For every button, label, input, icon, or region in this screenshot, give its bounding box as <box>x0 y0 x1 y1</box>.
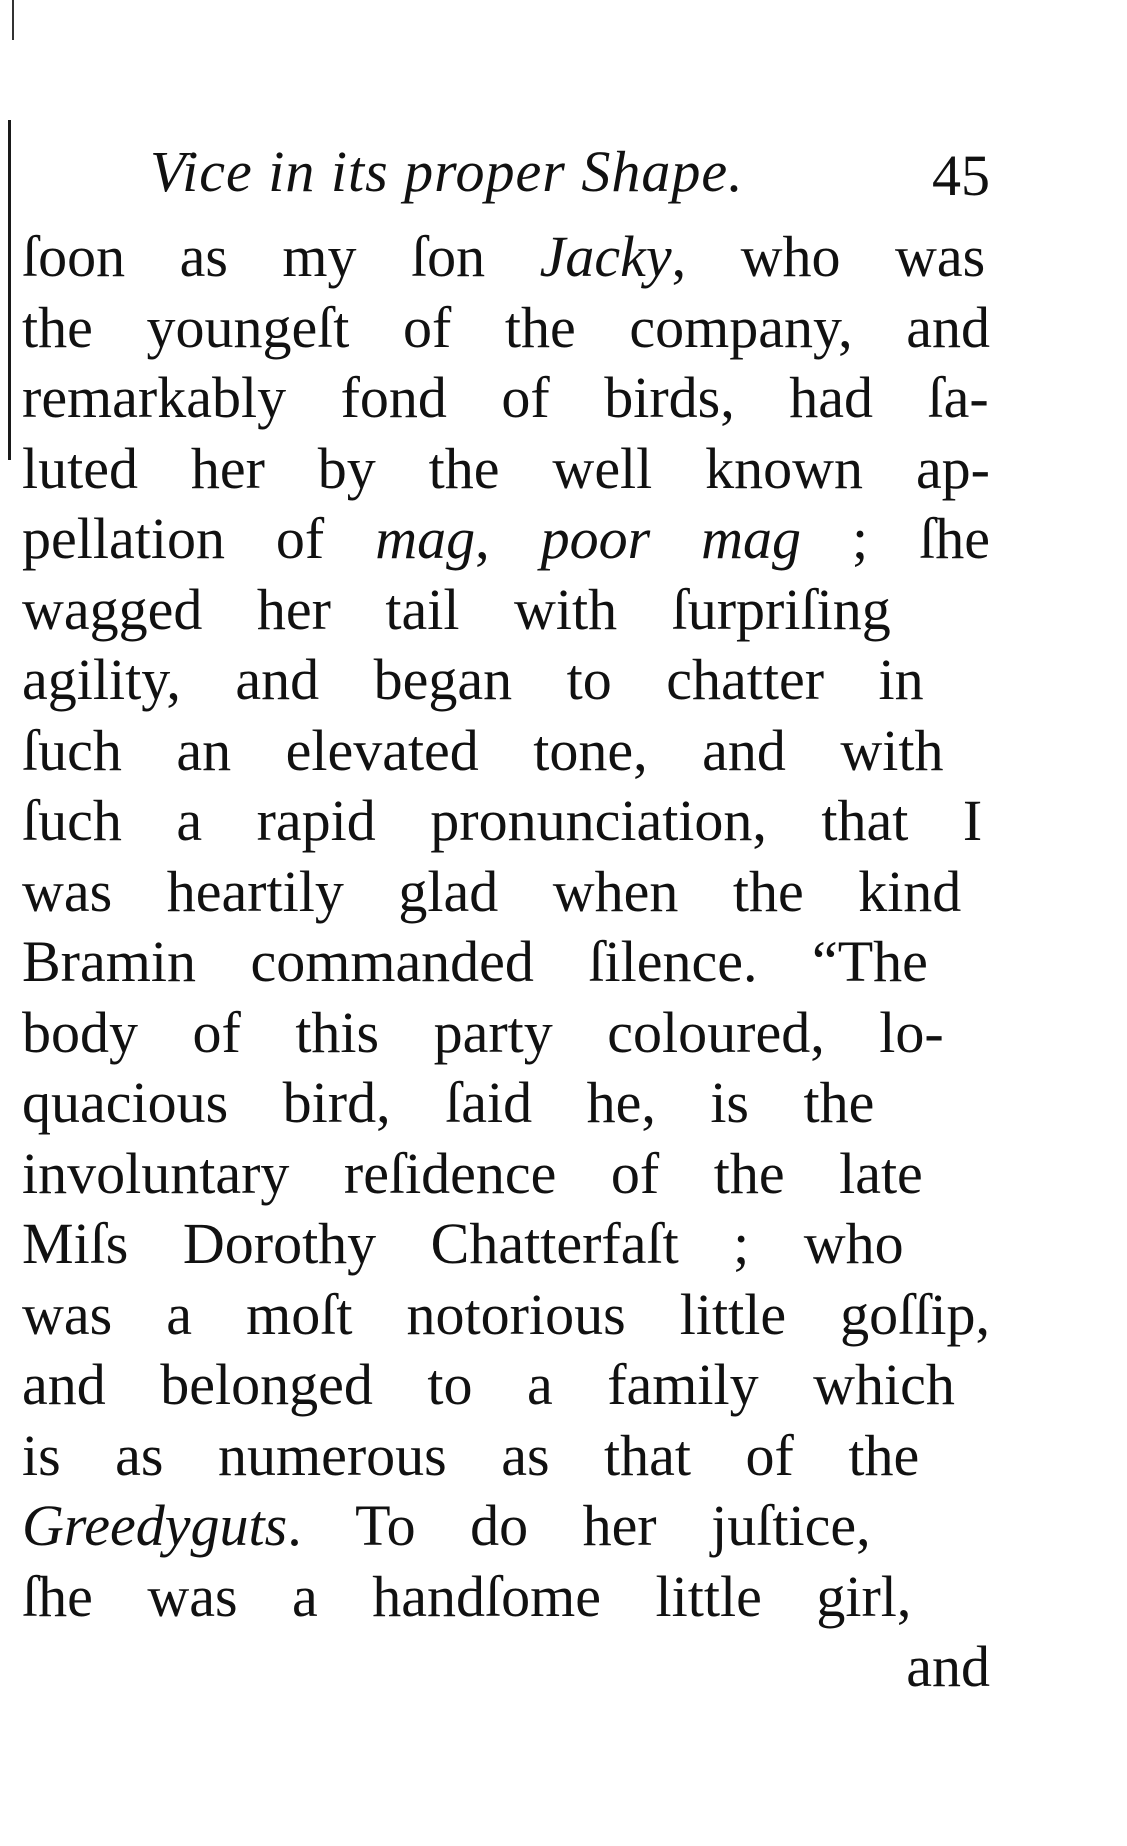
text-line <box>22 1350 990 1421</box>
text-line <box>22 927 990 998</box>
text-segment-italic: poor mag <box>540 506 802 571</box>
text-segment: pellation of <box>22 506 376 571</box>
text-segment: was heartily glad when the kind <box>22 858 962 924</box>
gutter-mark <box>12 0 14 40</box>
text-segment: was a moſt notorious little goſſip, <box>22 1281 990 1347</box>
text-segment-italic: mag <box>375 506 476 571</box>
page-number: 45 <box>932 143 990 208</box>
text-segment: , who was <box>671 224 986 289</box>
text-line <box>22 1491 990 1562</box>
text-line <box>22 575 990 646</box>
text-segment: remarkably fond of birds, had ſa- <box>22 365 989 430</box>
catchword: and <box>906 1634 990 1699</box>
text-line <box>22 645 990 716</box>
text-segment: is as numerous as that of the <box>22 1422 920 1488</box>
text-segment: ſuch a rapid pronunciation, that I <box>22 788 983 853</box>
text-segment: . To do her juſtice, <box>287 1493 871 1558</box>
text-segment: Miſs Dorothy Chatterfaſt ; who <box>22 1211 904 1276</box>
text-line <box>22 1280 990 1351</box>
text-line <box>22 434 990 505</box>
text-segment: ſuch an elevated tone, and with <box>22 717 944 783</box>
catchword-line <box>22 1632 990 1703</box>
text-line <box>22 857 990 928</box>
text-line <box>22 1139 990 1210</box>
page-header <box>150 138 990 218</box>
text-segment: ſhe was a handſome little girl, <box>22 1563 912 1629</box>
body-text <box>22 222 990 1703</box>
text-line <box>22 363 990 434</box>
text-segment: body of this party coloured, lo- <box>22 999 944 1065</box>
gutter-rule <box>8 120 11 460</box>
text-segment: Bramin commanded ſilence. “The <box>22 929 928 994</box>
text-line <box>22 786 990 857</box>
text-segment: the youngeſt of the company, and <box>22 294 990 360</box>
text-segment: ſoon as my ſon <box>22 224 540 289</box>
text-segment: ; ſhe <box>801 506 990 571</box>
text-line <box>22 222 990 293</box>
text-line <box>22 1562 990 1633</box>
text-line <box>22 1421 990 1492</box>
text-line <box>22 1209 990 1280</box>
text-line <box>22 293 990 364</box>
text-segment: , <box>475 506 541 571</box>
text-line <box>22 716 990 787</box>
text-line <box>22 1068 990 1139</box>
running-title: Vice in its proper Shape. <box>150 139 744 204</box>
text-segment: quacious bird, ſaid he, is the <box>22 1070 875 1135</box>
text-segment-italic: Greedyguts <box>22 1493 288 1558</box>
text-segment: agility, and began to chatter in <box>22 647 924 712</box>
text-segment: involuntary reſidence of the late <box>22 1140 923 1206</box>
text-line <box>22 998 990 1069</box>
text-segment: wagged her tail with ſurpriſing <box>22 576 891 642</box>
text-segment: and belonged to a family which <box>22 1352 955 1417</box>
text-line <box>22 504 990 575</box>
text-segment: luted her by the well known ap- <box>22 435 990 501</box>
text-segment-italic: Jacky <box>539 224 672 289</box>
